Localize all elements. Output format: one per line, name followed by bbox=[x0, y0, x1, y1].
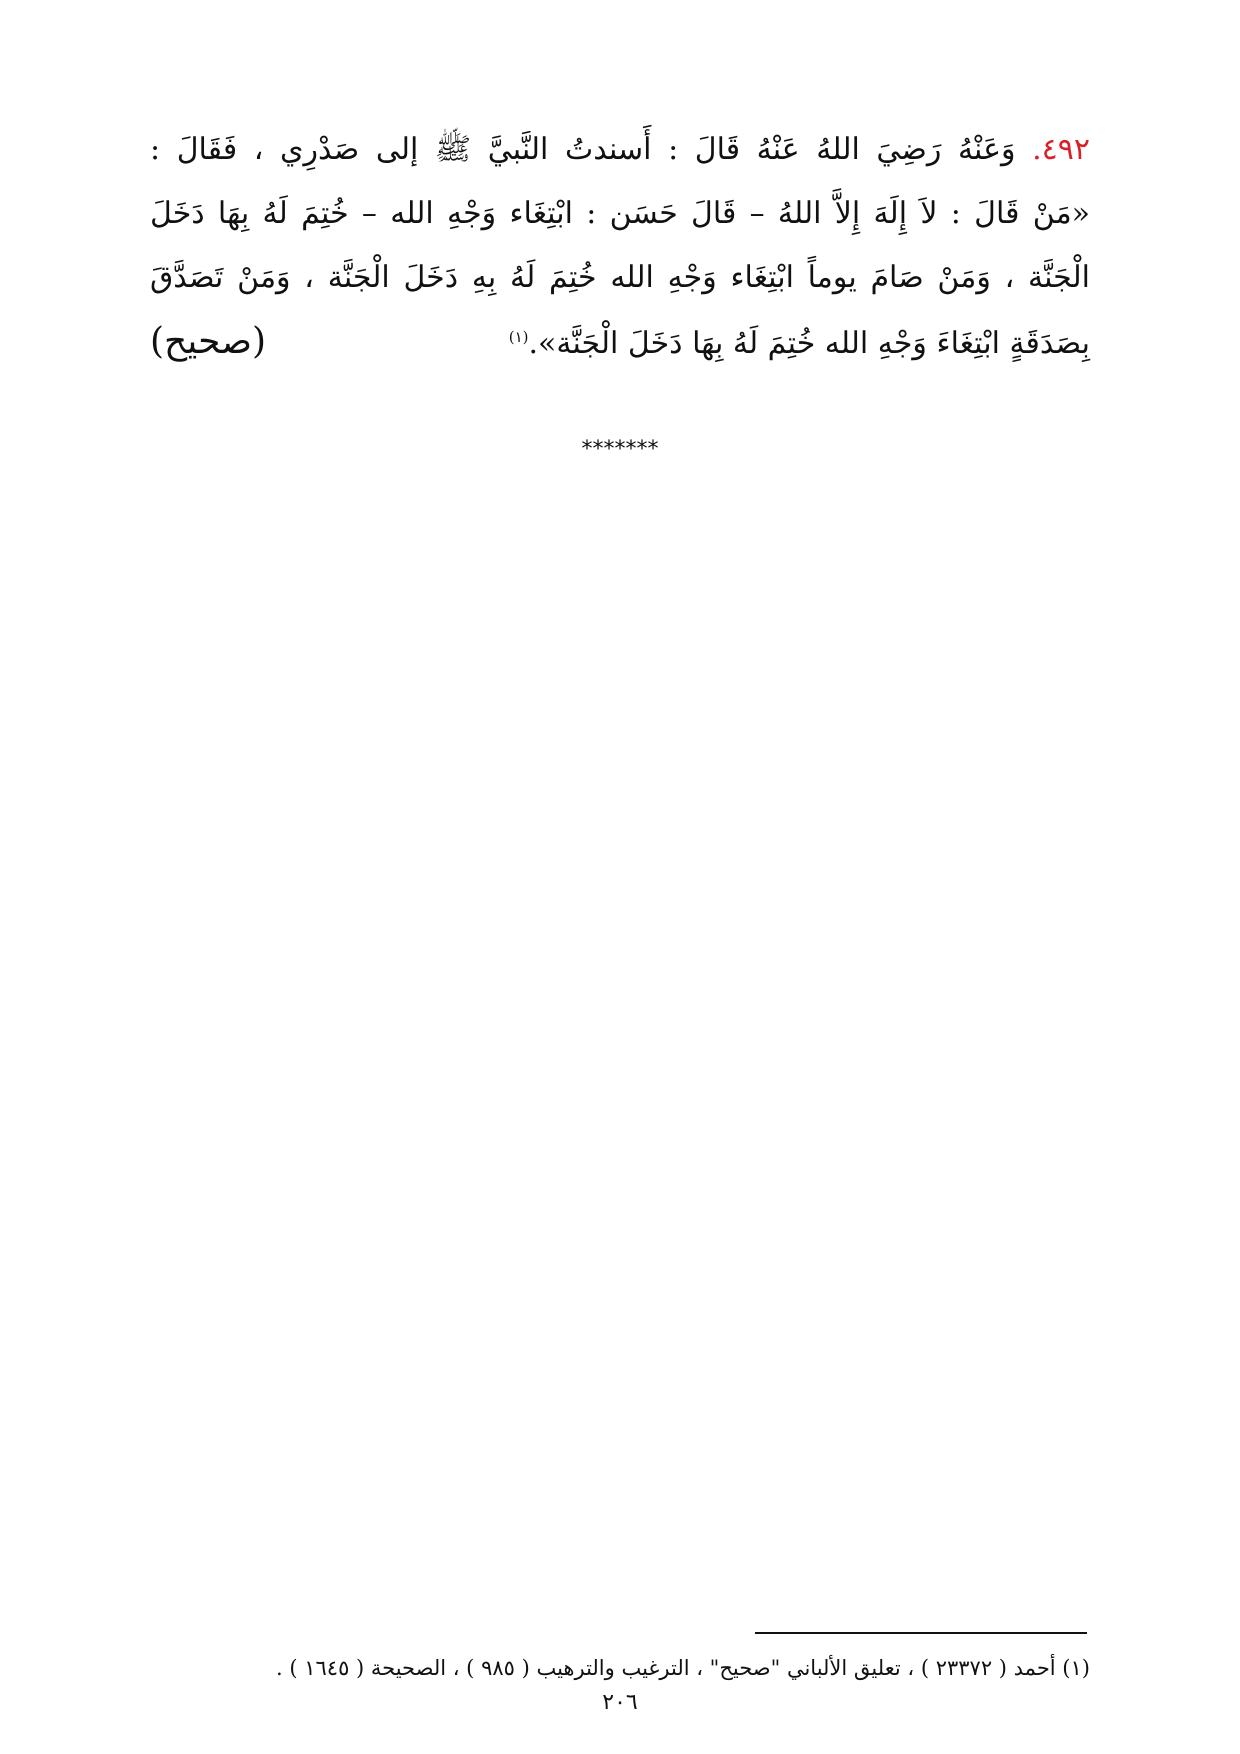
footnote-marker: (١) bbox=[508, 328, 529, 346]
hadith-line-1-text: وَعَنْهُ رَضِيَ اللهُ عَنْهُ قَالَ : أَسندتُ النَّبيَّ ﷺ إلى صَدْرِي ، فَقَالَ : bbox=[150, 132, 1016, 167]
hadith-line-3: الْجَنَّة ، وَمَنْ صَامَ يوماً ابْتِغَاء وَجْهِ الله خُتِمَ لَهُ بِهِ دَخَلَ الْجَنَّة ، وَمَنْ تَصَدَّقَ bbox=[150, 260, 1090, 295]
hadith-line-4-content bbox=[509, 312, 1090, 376]
hadith-text bbox=[150, 118, 1090, 376]
footnote: (١) أحمد ( ٢٣٣٧٢ ) ، تعليق الألباني "صحيح" ، الترغيب والترهيب ( ٩٨٥ ) ، الصحيحة ( ١٦٤٥ ) . bbox=[276, 1656, 1090, 1680]
footnote-rule bbox=[755, 1632, 1087, 1634]
section-separator: ******* bbox=[581, 437, 659, 462]
hadith-line-1 bbox=[150, 118, 1090, 182]
page-number: ٢٠٦ bbox=[602, 1690, 638, 1715]
hadith-grade: (صحيح) bbox=[150, 321, 266, 362]
hadith-line-2: «مَنْ قَالَ : لاَ إِلَهَ إِلاَّ اللهُ – قَالَ حَسَن : ابْتِغَاء وَجْهِ الله – خُتِمَ لَهُ بِهَا دَخَلَ bbox=[150, 196, 1090, 231]
hadith-number: ٤٩٢. bbox=[1032, 132, 1090, 167]
hadith-line-4-text: بِصَدَقَةٍ ابْتِغَاءَ وَجْهِ الله خُتِمَ لَهُ بِهَا دَخَلَ الْجَنَّة». bbox=[528, 326, 1090, 361]
hadith-line-4 bbox=[150, 310, 1090, 376]
